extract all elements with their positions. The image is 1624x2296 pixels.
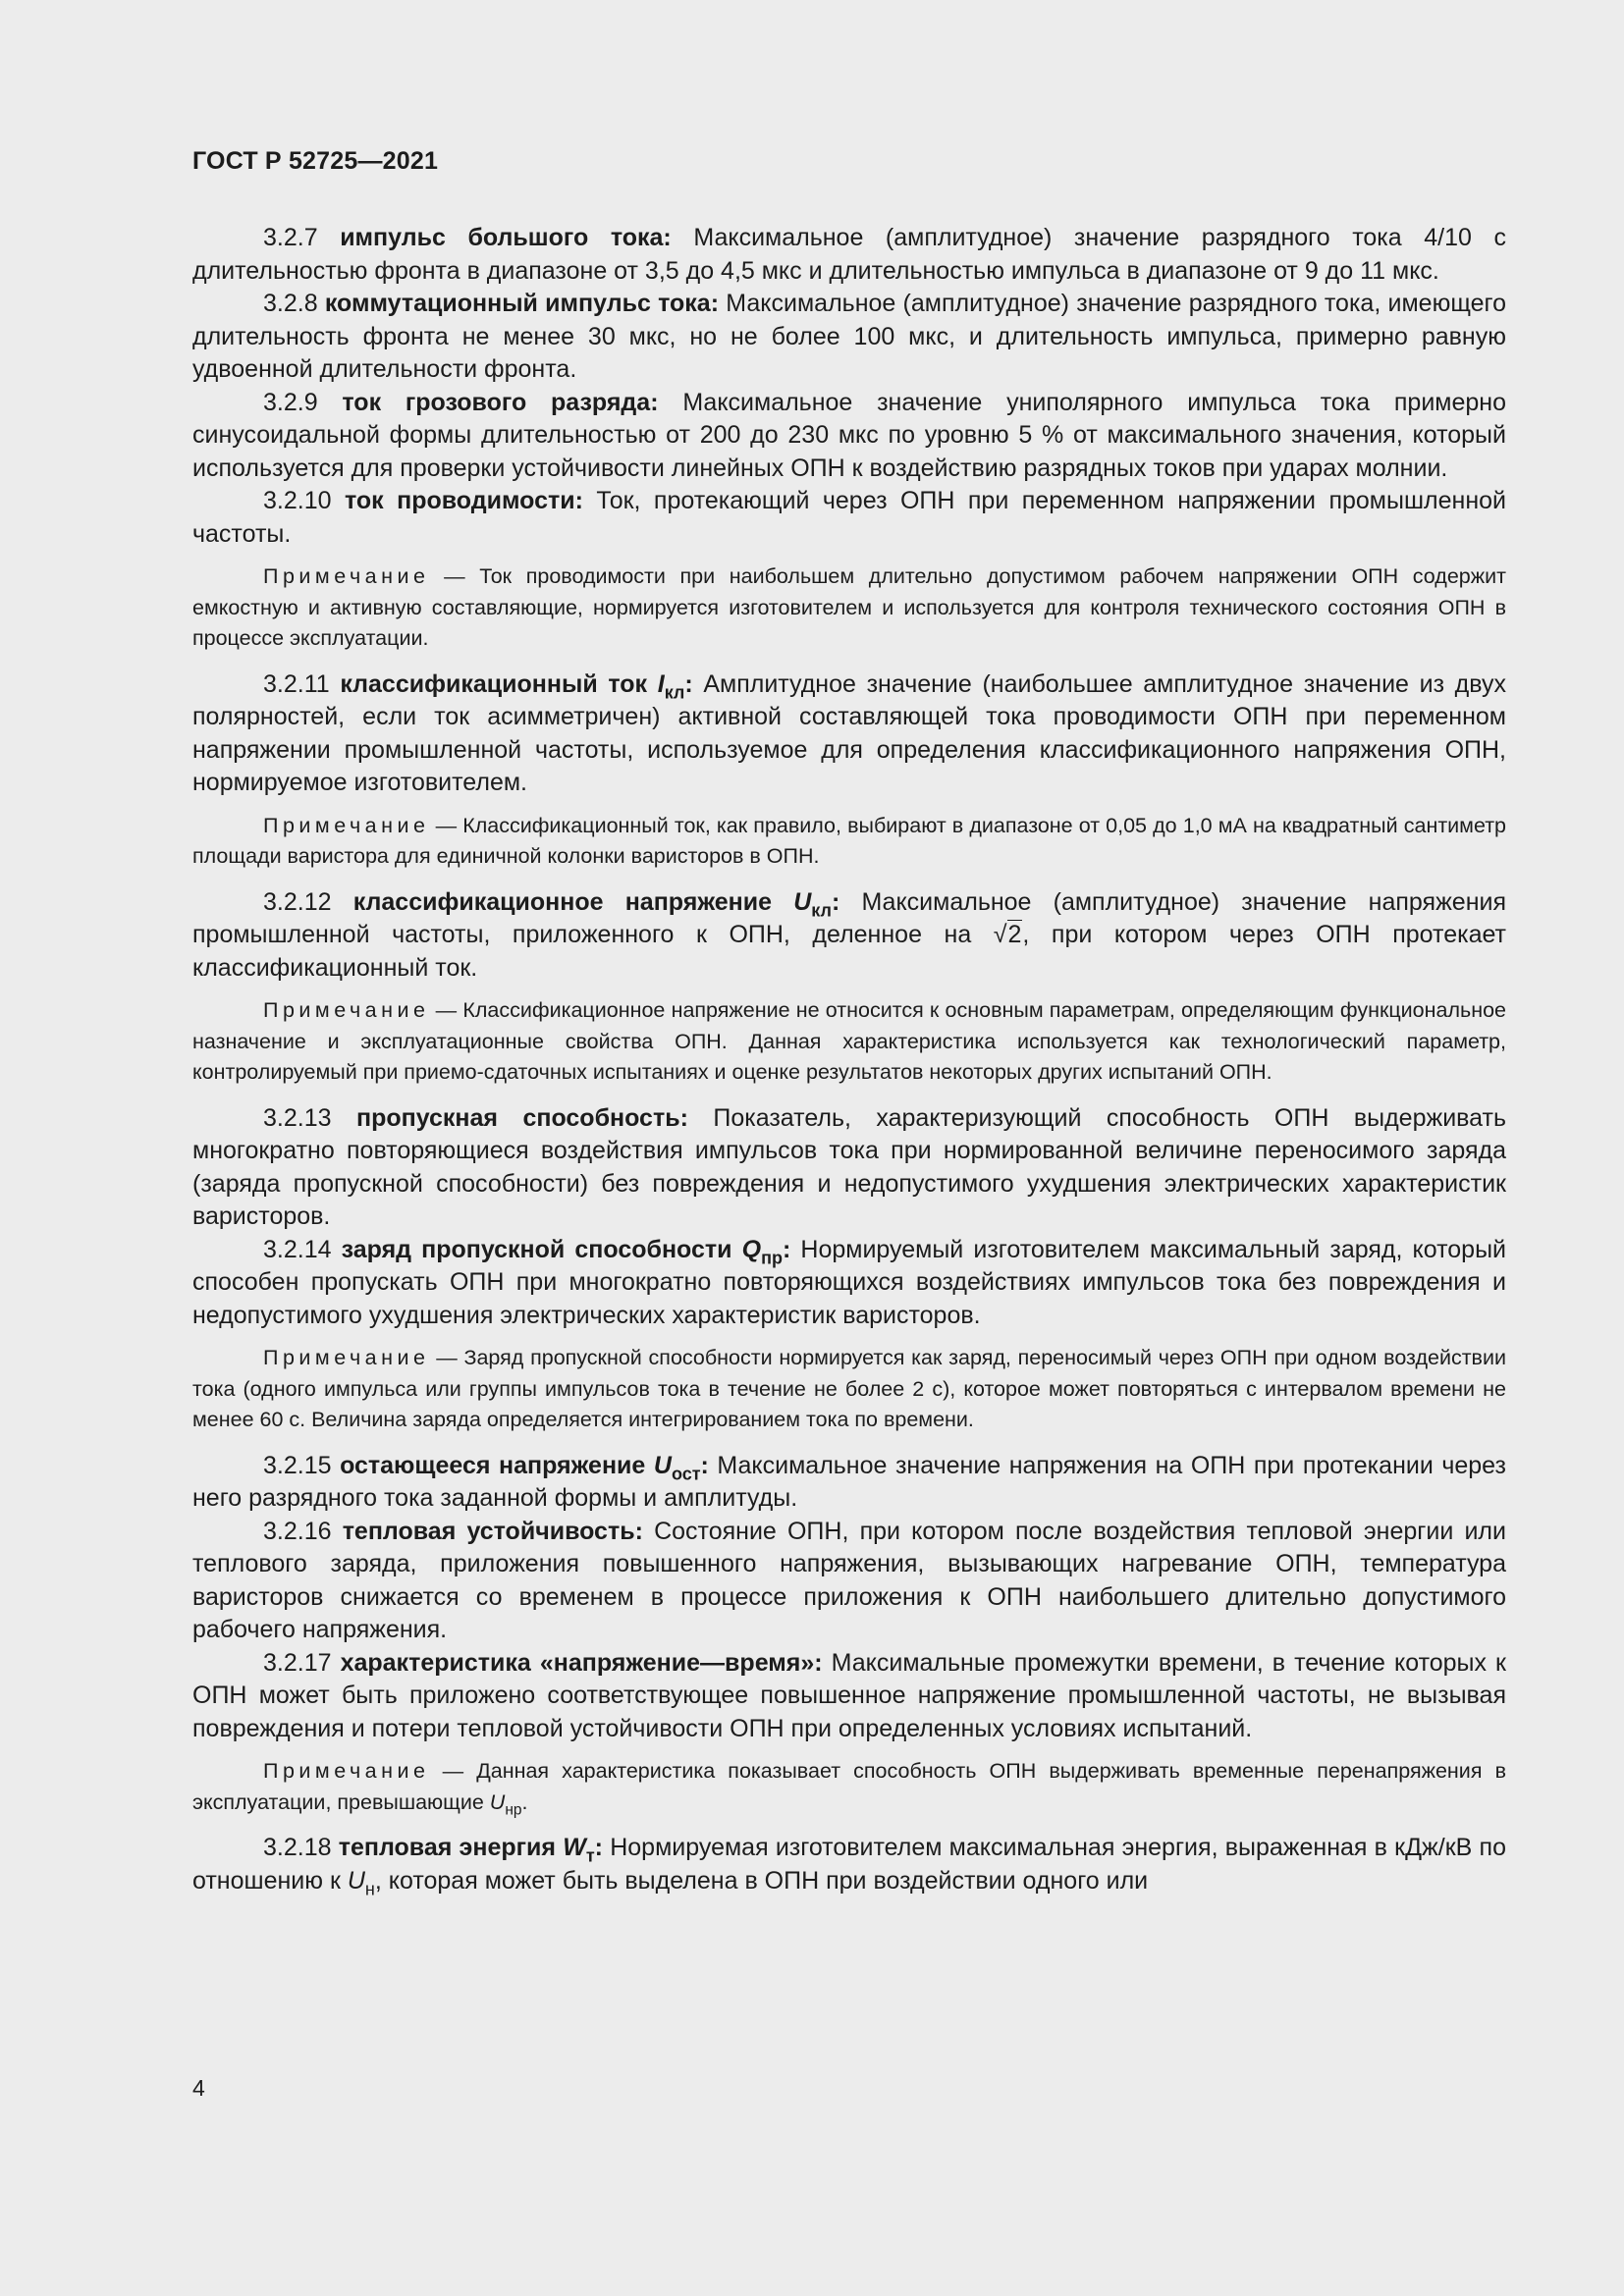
note-dash: — [429,1759,477,1783]
term: импульс большого тока: [340,224,672,251]
term: пропускная способность: [355,1103,688,1132]
term-symbol-group [657,669,693,702]
sqrt-expression [994,920,1023,948]
note-label: Примечание [263,813,430,837]
note-text: Классификационный ток, как правило, выбирают в диапазоне от 0,05 до 1,0 мА на квадратный сантиметр площади варистора для единичной колонки варисторов в ОПН. [192,813,1507,868]
term-symbol: U [347,1866,365,1895]
definition-text: Нормируемый изготовителем максимальный заряд, который способен пропускать ОПН при многократно повторяющихся воздействиях импульсов тока без повреждения и недопустимого ухудшения электрических характеристик варисторов. [192,1235,1507,1329]
term-symbol: W [563,1834,586,1861]
term: коммутационный импульс тока: [324,290,720,317]
definition-paragraph [192,288,1506,387]
term: остающееся напряжение [340,1451,646,1479]
definition-text: Максимальное (амплитудное) значение разрядного тока 4/10 с длительностью фронта в диапазоне от 3,5 до 4,5 мкс и длительностью импульса в диапазоне от 9 до 11 мкс. [192,224,1506,285]
definition-paragraph [192,1450,1506,1516]
note-text: Данная характеристика показывает способность ОПН выдерживать временные перенапряжения в эксплуатации, превышающие [192,1759,1507,1814]
definition-text: Максимальное значение напряжения на ОПН при протекании через него разрядного тока заданной формы и амплитуды. [192,1451,1507,1512]
term: классификационный ток [340,669,648,698]
note-label: Примечание [263,564,430,588]
term: характеристика «напряжение—время»: [340,1648,823,1677]
note-text: Заряд пропускной способности нормируется как заряд, переносимый через ОПН при одном воздействии тока (одного импульса или группы импульсов тока в течение не более 2 с), которое может повторяться с интервалом времени не менее 60 с. Величина заряда определяется интегрированием тока по времени. [192,1346,1506,1431]
definition-paragraph [192,668,1506,800]
term-colon: : [594,1834,603,1861]
note-label: Примечание [263,998,430,1022]
note [192,811,1506,873]
term-symbol-subscript: кл [664,681,685,702]
note-text: Классификационное напряжение не относится к основным параметрам, определяющим функциональное назначение и эксплуатационные свойства ОПН. Данная характеристика используется как технологический параметр, контролируемый при приемо-сдаточных испытаниях и оценке результатов некоторых других испытаний ОПН. [192,998,1506,1084]
definition-paragraph [192,1516,1506,1647]
definition-text: Максимальное (амплитудное) значение напряжения промышленной частоты, приложенного к ОПН, деленное на [192,887,1507,948]
clause-number: 3.2.8 [263,290,318,317]
note [192,1343,1506,1436]
definition-text: Состояние ОПН, при котором после воздействия тепловой энергии или теплового заряда, приложения повышенного напряжения, вызывающих нагревание ОПН, температура варисторов снижается со временем в процессе приложения к ОПН наибольшего длительно допустимого рабочего напряжения. [192,1517,1506,1643]
definition-text-continued: , которая может быть выделена в ОПН при воздействии одного или [374,1866,1149,1895]
note-dash: — [429,564,480,588]
definition-paragraph [192,222,1506,288]
term-colon: : [684,669,693,698]
clause-number: 3.2.16 [263,1517,332,1545]
term-symbol-subscript: т [585,1845,595,1866]
document-header: ГОСТ Р 52725—2021 [192,147,439,175]
sqrt-sign: √ [993,921,1007,948]
term-symbol-subscript: нр [505,1800,522,1818]
term-symbol: U [653,1451,672,1479]
term-symbol-subscript: ост [671,1463,701,1483]
term-colon: : [782,1235,791,1263]
term-symbol-group [741,1235,791,1267]
clause-number: 3.2.17 [263,1648,332,1677]
document-body [192,222,1506,1897]
note [192,1756,1506,1818]
definition-paragraph [192,1647,1506,1746]
term-symbol-subscript: н [364,1878,375,1898]
term: классификационное напряжение [352,887,773,916]
clause-number: 3.2.9 [263,388,318,416]
definition-paragraph [192,886,1506,986]
clause-number: 3.2.14 [263,1235,332,1263]
note [192,561,1506,655]
term-symbol: U [489,1789,506,1814]
definition-paragraph [192,1832,1506,1897]
clause-number: 3.2.12 [263,887,332,916]
term: ток проводимости: [344,487,583,514]
clause-number: 3.2.11 [263,669,330,698]
definition-text: Показатель, характеризующий способность ОПН выдерживать многократно повторяющиеся воздействия импульсов тока при нормированной величине переносимого заряда (заряда пропускной способности) без повреждения и недопустимого ухудшения электрических характеристик варисторов. [192,1103,1507,1230]
term-colon: : [831,887,840,916]
note-label: Примечание [263,1759,430,1783]
term: ток грозового разряда: [342,388,659,416]
definition-paragraph [192,485,1506,551]
clause-number: 3.2.18 [263,1834,332,1861]
clause-number: 3.2.13 [263,1103,332,1132]
note-end: . [521,1789,528,1814]
term-symbol-group [793,887,840,920]
definition-paragraph [192,387,1506,486]
clause-number: 3.2.7 [263,224,318,251]
clause-number: 3.2.15 [263,1451,332,1479]
definition-text: Максимальное значение униполярного импульса тока примерно синусоидальной формы длительностью от 200 до 230 мкс по уровню 5 % от максимального значения, который используется для проверки устойчивости линейных ОПН к воздействию разрядных токов при ударах молнии. [192,388,1506,482]
term: тепловая устойчивость: [342,1517,643,1545]
term-symbol-subscript: кл [811,899,832,920]
definition-text: Максимальные промежутки времени, в течение которых к ОПН может быть приложено соответствующее повышенное напряжение промышленной частоты, не вызывая повреждения и потери тепловой устойчивости ОПН при определенных условиях испытаний. [192,1648,1506,1742]
term-symbol: U [793,887,812,916]
note [192,995,1506,1089]
term: заряд пропускной способности [341,1235,732,1263]
note-label: Примечание [263,1346,430,1369]
clause-number: 3.2.10 [263,487,332,514]
definition-text: Ток, протекающий через ОПН при переменном напряжении промышленной частоты. [192,487,1506,548]
definition-text: Максимальное (амплитудное) значение разрядного тока, имеющего длительность фронта не менее 30 мкс, но не более 100 мкс, и длительность импульса, примерно равную удвоенной длительности фронта. [192,290,1506,383]
note-dash: — [429,813,463,837]
term-symbol-group [563,1834,603,1866]
definition-text-continued: , при котором через ОПН протекает классификационный ток. [192,921,1507,982]
term-colon: : [700,1451,709,1479]
page-number: 4 [192,2075,205,2101]
note-dash: — [429,1346,464,1369]
term-symbol-subscript: пр [761,1247,783,1267]
term: тепловая энергия [338,1834,557,1861]
note-dash: — [429,998,463,1022]
definition-paragraph [192,1102,1506,1234]
definition-text: Амплитудное значение (наибольшее амплитудное значение из двух полярностей, если ток асимметричен) активной составляющей тока проводимости ОПН при переменном напряжении промышленной частоты, используемое для определения классификационного напряжения ОПН, нормируемое изготовителем. [192,669,1507,796]
definition-paragraph [192,1234,1506,1333]
definition-text: Нормируемая изготовителем максимальная энергия, выраженная в кДж/кВ по отношению к [192,1834,1506,1895]
term-symbol: Q [741,1235,762,1263]
term-symbol-group [653,1451,709,1483]
sqrt-argument: 2 [1007,921,1022,948]
note-text: Ток проводимости при наибольшем длительно допустимом рабочем напряжении ОПН содержит емкостную и активную составляющие, нормируется изготовителем и используется для контроля технического состояния ОПН в процессе эксплуатации. [192,564,1506,650]
term-symbol: I [657,669,665,698]
